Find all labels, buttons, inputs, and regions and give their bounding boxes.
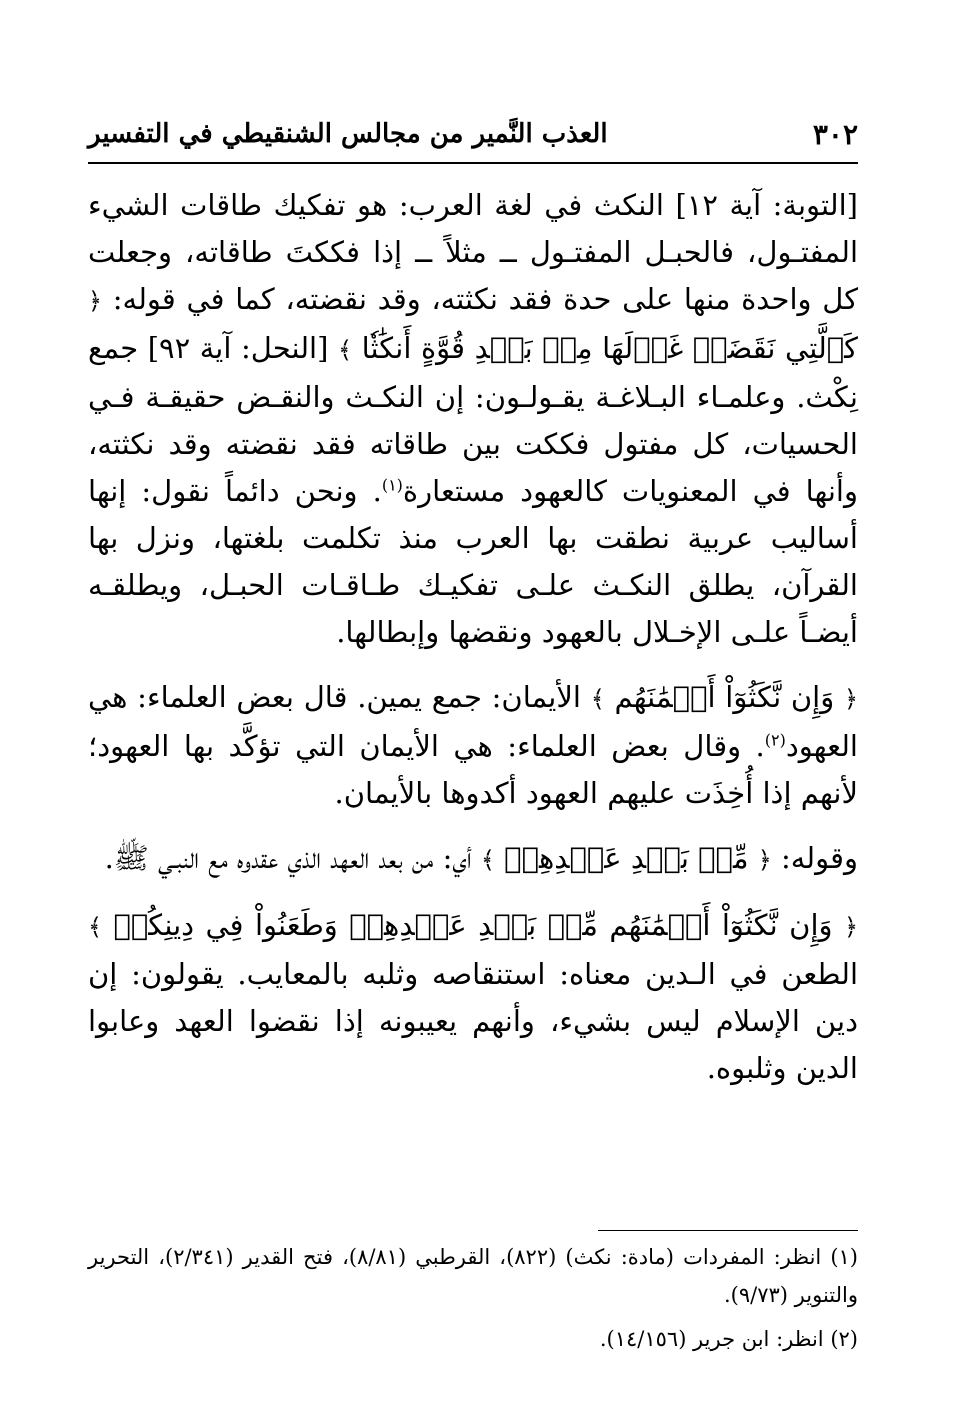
- body-text: [88, 182, 858, 1092]
- paragraph-4: [88, 902, 858, 1092]
- quran-bracket-close: ﴾: [480, 846, 495, 874]
- quran-bracket-close: ﴾: [338, 336, 353, 364]
- footnote-2: (٢) انظر: ابن جرير (١٤/١٥٦).: [599, 1327, 858, 1351]
- text: . وقال بعض العلماء: هي الأيمان التي تؤكَّد بها العهود؛ لأنهم إذا أُخِذَت عليهم العهود أكدوها بالأيمان.: [88, 729, 858, 810]
- footnote-ref[interactable]: (٢): [764, 730, 786, 750]
- footnote-rule: [598, 1230, 858, 1231]
- quran-bracket-open: ﴿: [843, 685, 859, 713]
- quran-verse: وَإِن نَّكَثُوٓاْ أَيۡمَٰنَهُم مِّنۢ بَعۡدِ عَهۡدِهِمۡ وَطَعَنُواْ فِي دِينِكُمۡ: [113, 908, 833, 942]
- text: [التوبة: آية ١٢] النكث في لغة العرب: هو تفكيك طاقات الشيء المفتـول، فالحبـل المفتـول ــ مثلاً ــ إذا فككتَ طاقاته، وجعلت كل واحدة منها على حدة فقد نكثته، وقد نقضته، كما في قوله:: [88, 188, 858, 316]
- running-header: [88, 112, 858, 156]
- text: [النحل: آية ٩٢] جمع نِكْث. وعلمـاء البـلاغـة يقـولـون: إن النكـث والنقـض حقيقـة فـي الحسيات، كل مفتول فككت بين طاقاته فقد نقضته وقد نكثته، وأنها في المعنويات كالعهود مستعارة: [88, 331, 858, 508]
- paragraph-3: [88, 835, 858, 884]
- page-number: ٣٠٢: [812, 117, 858, 151]
- footnote-ref[interactable]: (١): [381, 475, 403, 495]
- text: الأيمان: جمع يمين. قال بعض العلماء: هي العهود: [88, 680, 858, 763]
- text: الطعن في الـدين معناه: استنقاصه وثلبه بالمعايب. يقولون: إن دين الإسلام ليس بشيء، وأنهم يعيبونه إذا نقضوا العهد وعابوا الدين وثلبوه.: [88, 957, 858, 1085]
- quran-bracket-close: ﴾: [590, 685, 605, 713]
- text: أي: من بعد العهد الذي عقدوه مع النبـي ﷺ.: [104, 841, 481, 875]
- paragraph-1: [88, 182, 858, 656]
- footnote-1: (١) انظر: المفردات (مادة: نكث) (٨٢٢)، القرطبي (٨/٨١)، فتح القدير (٢/٣٤١)، التحرير والتنوير (٩/٧٣).: [88, 1245, 858, 1307]
- paragraph-2: [88, 674, 858, 817]
- quran-verse: مِّنۢ بَعۡدِ عَهۡدِهِمۡ: [504, 841, 749, 875]
- text: . ونحن دائماً نقول: إنها أساليب عربية نطقت بها العرب منذ تكلمت بلغتها، ونزل بها القرآن، يطلق النكـث علـى تفكيـك طـاقـات الحبـل، ويطلقـه أيضـاً علـى الإخـلال بالعهود ونقضها وإبطالها.: [88, 474, 858, 649]
- quran-bracket-close: ﴾: [88, 913, 103, 941]
- quran-bracket-open: ﴿: [88, 287, 103, 315]
- header-rule: [88, 162, 858, 164]
- footnotes: [88, 1238, 858, 1358]
- text: وقوله:: [771, 841, 858, 875]
- quran-bracket-open: ﴿: [757, 846, 772, 874]
- quran-bracket-open: ﴿: [843, 913, 859, 941]
- quran-verse: كَٱلَّتِي نَقَضَتۡ غَزۡلَهَا مِنۢ بَعۡدِ قُوَّةٍ أَنكَٰثٗا: [361, 331, 858, 365]
- book-title: العذب النَّمير من مجالس الشنقيطي في التفسير: [88, 119, 608, 149]
- quran-verse: وَإِن نَّكَثُوٓاْ أَيۡمَٰنَهُم: [614, 680, 835, 714]
